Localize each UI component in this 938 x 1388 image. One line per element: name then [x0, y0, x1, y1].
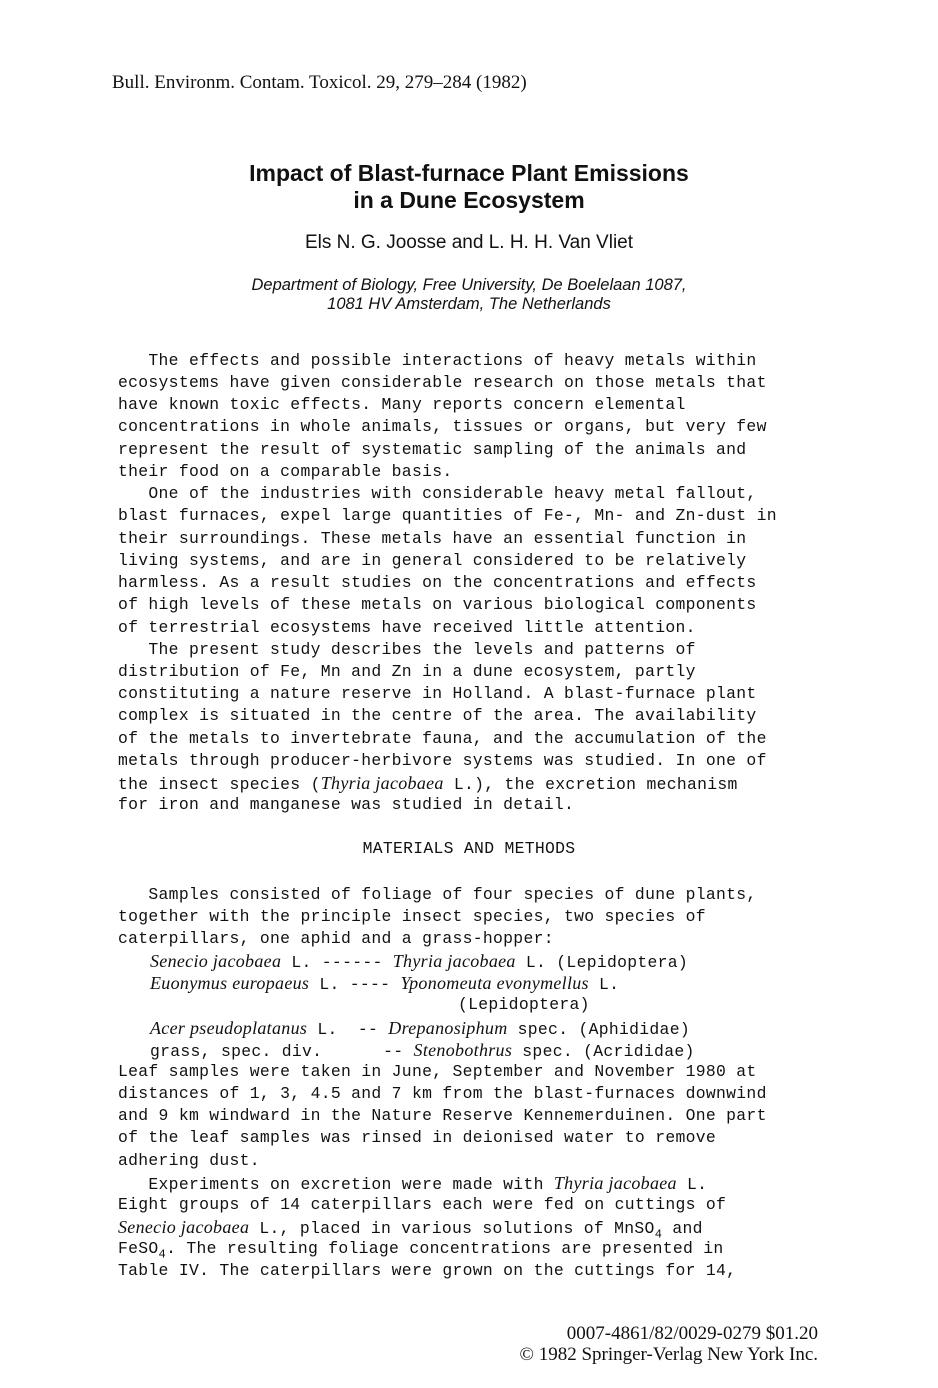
affiliation-line-1: Department of Biology, Free University, De Boelelaan 1087, [251, 276, 687, 294]
intro-line: metals through producer-herbivore systems was studied. In one of [118, 751, 767, 770]
experiment-line: Eight groups of 14 caterpillars each were fed on cuttings of [118, 1195, 727, 1214]
intro-line: constituting a nature reserve in Holland. A blast-furnace plant [118, 684, 757, 703]
methods-line: of the leaf samples was rinsed in deionised water to remove [118, 1128, 717, 1147]
intro-line: have known toxic effects. Many reports concern elemental [118, 395, 686, 414]
intro-line-species: the insect species (Thyria jacobaea L.), the excretion mechanism [118, 773, 738, 794]
intro-line: One of the industries with considerable heavy metal fallout, [118, 484, 757, 503]
species-name: Thyria jacobaea [553, 1173, 677, 1193]
experiment-line: Senecio jacobaea L., placed in various solutions of MnSO$_4$ and [118, 1217, 703, 1242]
experiment-line: Table IV. The caterpillars were grown on the cuttings for 14, [118, 1261, 737, 1280]
title-line-2: in a Dune Ecosystem [353, 187, 585, 213]
methods-line: distances of 1, 3, 4.5 and 7 km from the blast-furnaces downwind [118, 1084, 767, 1103]
methods-line: together with the principle insect species, two species of [118, 907, 706, 926]
methods-line: adhering dust. [118, 1151, 260, 1170]
footer-copyright: © 1982 Springer-Verlag New York Inc. [519, 1344, 818, 1365]
species-pair-4: grass, spec. div. -- Stenobothrus spec. (Acrididae) [150, 1040, 695, 1061]
journal-reference: Bull. Environm. Contam. Toxicol. 29, 279–284 (1982) [112, 72, 527, 93]
affiliation-line-2: 1081 HV Amsterdam, The Netherlands [327, 295, 611, 313]
methods-line: caterpillars, one aphid and a grass-hopper: [118, 929, 554, 948]
species-name: Thyria jacobaea [320, 773, 444, 793]
species-pair-3: Acer pseudoplatanus L. -- Drepanosiphum spec. (Aphididae) [150, 1018, 690, 1039]
methods-line: Samples consisted of foliage of four species of dune plants, [118, 885, 757, 904]
authors: Els N. G. Joosse and L. H. H. Van Vliet [304, 232, 634, 253]
intro-line: represent the result of systematic sampling of the animals and [118, 440, 747, 459]
intro-line: complex is situated in the centre of the area. The availability [118, 706, 757, 725]
intro-line: blast furnaces, expel large quantities of Fe-, Mn- and Zn-dust in [118, 506, 777, 525]
section-heading: MATERIALS AND METHODS [362, 839, 576, 858]
intro-line: their surroundings. These metals have an essential function in [118, 529, 747, 548]
species-name: Senecio jacobaea [118, 1217, 250, 1237]
footer-code: 0007-4861/82/0029-0279 $01.20 [566, 1323, 818, 1344]
intro-line: of terrestrial ecosystems have received little attention. [118, 618, 696, 637]
intro-line: The present study describes the levels and patterns of [118, 640, 696, 659]
experiment-line: Experiments on excretion were made with Thyria jacobaea L. [118, 1173, 708, 1194]
intro-line: living systems, and are in general considered to be relatively [118, 551, 747, 570]
intro-line: for iron and manganese was studied in detail. [118, 795, 575, 814]
species-pair-2: Euonymus europaeus L. ---- Yponomeuta evonymellus L. [150, 973, 620, 994]
intro-line: concentrations in whole animals, tissues or organs, but very few [118, 417, 767, 436]
intro-line: their food on a comparable basis. [118, 462, 453, 481]
title-line-1: Impact of Blast-furnace Plant Emissions [249, 160, 689, 186]
species-pair-2-order: (Lepidoptera) [458, 995, 590, 1014]
intro-line: distribution of Fe, Mn and Zn in a dune ecosystem, partly [118, 662, 696, 681]
species-pair-1: Senecio jacobaea L. ------ Thyria jacobaea L. (Lepidoptera) [150, 951, 689, 972]
experiment-line: FeSO$_4$. The resulting foliage concentrations are presented in [118, 1239, 724, 1262]
methods-line: and 9 km windward in the Nature Reserve Kennemerduinen. One part [118, 1106, 767, 1125]
methods-line: Leaf samples were taken in June, September and November 1980 at [118, 1062, 757, 1081]
intro-line: of high levels of these metals on various biological components [118, 595, 757, 614]
intro-line: ecosystems have given considerable research on those metals that [118, 373, 767, 392]
intro-line: harmless. As a result studies on the concentrations and effects [118, 573, 757, 592]
intro-line: of the metals to invertebrate fauna, and the accumulation of the [118, 729, 767, 748]
intro-line: The effects and possible interactions of heavy metals within [118, 351, 757, 370]
